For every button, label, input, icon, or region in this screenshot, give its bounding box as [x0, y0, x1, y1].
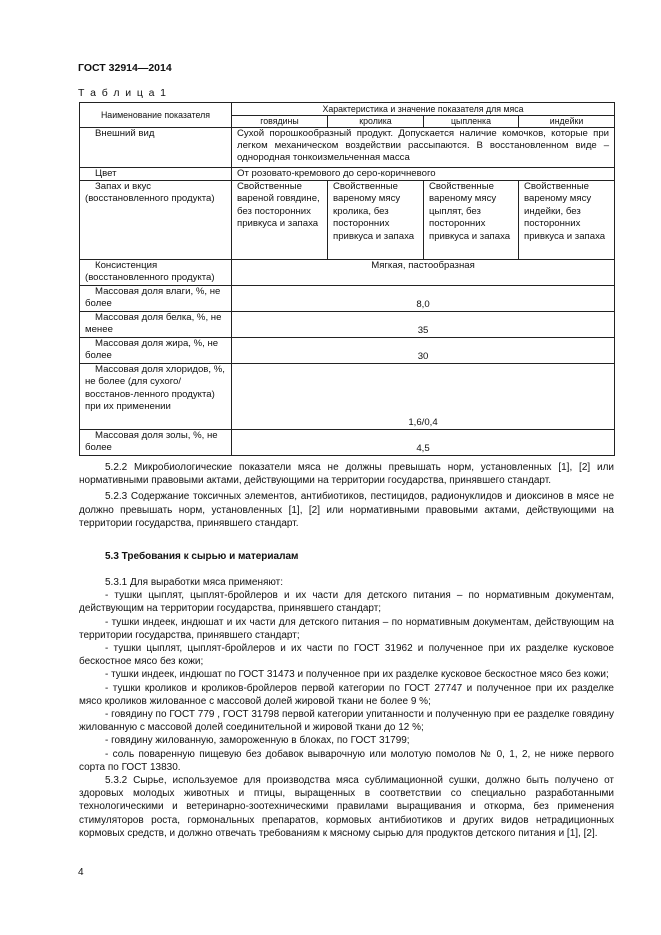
row-chlorides-name: Массовая доля хлоридов, %, не более (для сухого/восстанов-ленного продукта) при их применении	[80, 364, 232, 430]
row-color-value: От розовато-кремового до серо-коричневого	[232, 167, 615, 180]
list-item: - соль поваренную пищевую без добавок выварочную или молотую помолов № 0, 1, 2, не ниже первого сорта по ГОСТ 13830.	[79, 748, 614, 773]
list-item: - тушки кроликов и кроликов-бройлеров первой категории по ГОСТ 27747 и полученное при их разделке мясо кроликов жилованное с массовой долей жировой ткани не более 9 %;	[79, 682, 614, 707]
row-appearance-value: Сухой порошкообразный продукт. Допускается наличие комочков, которые при легком механическом воздействии рассыпаются. В восстановленном виде – однородная тонкоизмельченная масса	[232, 127, 615, 167]
header-meat-turkey: индейки	[519, 116, 615, 128]
list-item: - тушки индеек, индюшат и их части для детского питания – по нормативным документам, действующим на территории государства, принявшего стандарт;	[79, 616, 614, 641]
row-fat-name: Массовая доля жира, %, не более	[80, 338, 232, 364]
row-color-name: Цвет	[80, 167, 232, 180]
row-smell-beef: Свойственные вареной говядине, без посторонних привкуса и запаха	[232, 181, 328, 260]
paragraph-5-2-2: 5.2.2 Микробиологические показатели мяса не должны превышать норм, установленных [1], [2] или нормативными правовыми актами, действующими на территории государства, принявшего стандарт.	[79, 462, 614, 487]
row-fat-value: 30	[232, 338, 615, 364]
section-5-2	[79, 461, 614, 530]
row-consistency-value: Мягкая, пастообразная	[232, 260, 615, 286]
list-item: - тушки индеек, индюшат по ГОСТ 31473 и полученное при их разделке кусковое бескостное мясо без кожи;	[105, 669, 609, 681]
list-item: - тушки цыплят, цыплят-бройлеров и их части для детского питания – по нормативным документам, действующим на территории государства, принявшего стандарт;	[79, 590, 614, 615]
row-smell-chicken: Свойственные вареному мясу цыплят, без посторонних привкуса и запаха	[424, 181, 519, 260]
paragraph-5-3-1: 5.3.1 Для выработки мяса применяют:	[105, 577, 284, 588]
table-caption: Т а б л и ц а 1	[78, 87, 168, 99]
paragraph-5-2-3: 5.2.3 Содержание токсичных элементов, антибиотиков, пестицидов, радионуклидов и диоксинов в мясе не должно превышать норм, установленных [1], [2] или нормативными правовыми актами, действующими на территории государства, принявшего стандарт.	[79, 491, 614, 529]
row-ash-value: 4,5	[232, 430, 615, 456]
header-meat-rabbit: кролика	[328, 116, 424, 128]
list-item: - говядину жилованную, замороженную в блоках, по ГОСТ 31799;	[105, 735, 410, 747]
header-group-cell: Характеристика и значение показателя для мяса	[232, 103, 615, 116]
row-moisture-name: Массовая доля влаги, %, не более	[80, 286, 232, 312]
list-item: - говядину по ГОСТ 779 , ГОСТ 31798 первой категории упитанности и полученную при ее разделке говядину жилованную с массовой долей соединительной и жировой ткани до 12 %;	[79, 709, 614, 734]
row-smell-name: Запах и вкус (восстановленного продукта)	[80, 181, 232, 260]
header-name-cell: Наименование показателя	[80, 103, 232, 128]
row-ash-name: Массовая доля золы, %, не более	[80, 430, 232, 456]
doc-code: ГОСТ 32914—2014	[78, 62, 172, 74]
table-1	[79, 102, 615, 456]
row-consistency-name: Консистенция (восстановленного продукта)	[80, 260, 232, 286]
header-meat-beef: говядины	[232, 116, 328, 128]
list-item: - тушки цыплят, цыплят-бройлеров и их части по ГОСТ 31962 и полученное при их разделке кусковое бескостное мясо без кожи;	[79, 643, 614, 668]
row-protein-value: 35	[232, 312, 615, 338]
row-moisture-value: 8,0	[232, 286, 615, 312]
page-number: 4	[78, 867, 84, 878]
header-meat-chicken: цыпленка	[424, 116, 519, 128]
paragraph-5-3-2: 5.3.2 Сырье, используемое для производства мяса сублимационной сушки, должно быть получено от здоровых молодых животных и птицы, выращенных в соответствии со специально разработанными технологическими и ветеринарно-зоотехническими правилами выращивания и откорма, без применения стимуляторов роста, гормональных препаратов, кормовых антибиотиков и других видов нетрадиционных кормовых средств, и должно отвечать требованиям к мясному сырью для продуктов детского питания и [1], [2].	[79, 775, 614, 839]
section-heading-5-3: 5.3 Требования к сырью и материалам	[105, 551, 299, 562]
row-smell-rabbit: Свойственные вареному мясу кролика, без посторонних привкуса и запаха	[328, 181, 424, 260]
section-5-3	[79, 576, 614, 840]
row-appearance-name: Внешний вид	[80, 127, 232, 167]
row-chlorides-value: 1,6/0,4	[232, 364, 615, 430]
row-smell-turkey: Свойственные вареному мясу индейки, без посторонних привкуса и запаха	[519, 181, 615, 260]
row-protein-name: Массовая доля белка, %, не менее	[80, 312, 232, 338]
